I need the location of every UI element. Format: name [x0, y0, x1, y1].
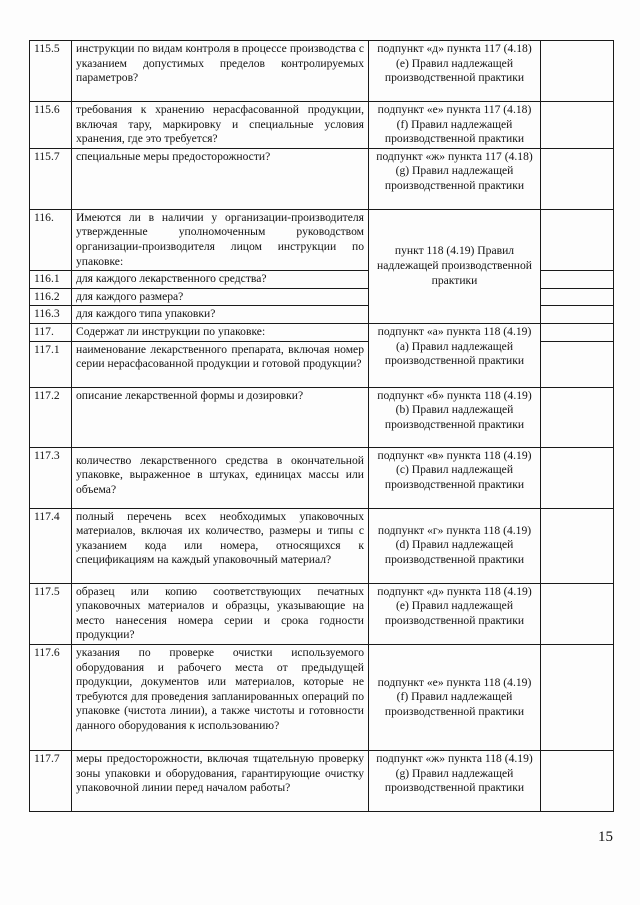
row-number: 117. [30, 323, 72, 341]
question-text: инструкции по видам контроля в процессе производства с указанием допустимых пределов контролируемых параметров? [72, 41, 369, 102]
answer-cell [541, 750, 614, 811]
reference-text: подпункт «д» пункта 117 (4.18) (е) Правил надлежащей производственной практики [369, 41, 541, 102]
question-text: Содержат ли инструкции по упаковке: [72, 323, 369, 341]
reference-text: подпункт «г» пункта 118 (4.19) (d) Правил надлежащей производственной практики [369, 508, 541, 583]
table-row [30, 148, 614, 209]
row-number: 115.6 [30, 102, 72, 149]
checklist-table [29, 40, 614, 812]
row-number: 116.2 [30, 288, 72, 306]
answer-cell [541, 644, 614, 750]
table-row [30, 209, 614, 270]
question-text: наименование лекарственного препарата, включая номер серии нерасфасованной продукции и готовой продукции? [72, 341, 369, 387]
question-text: полный перечень всех необходимых упаковочных материалов, включая их количество, размеры и типы с указанием кода или номера, относящихся к спецификациям на каждый упаковочный материал? [72, 508, 369, 583]
reference-text: подпункт «б» пункта 118 (4.19) (b) Правил надлежащей производственной практики [369, 387, 541, 447]
question-text: указания по проверке очистки используемого оборудования и рабочего места от предыдущей продукции, документов или материалов, которые не требуются для проведения запланированных операций по упаковке (чистота линии), а также чистоты и готовности данного оборудования к использованию? [72, 644, 369, 750]
reference-text: подпункт «е» пункта 117 (4.18) (f) Правил надлежащей производственной практики [369, 102, 541, 149]
answer-cell [541, 387, 614, 447]
answer-cell [541, 447, 614, 508]
question-text: Имеются ли в наличии у организации-производителя утвержденные уполномоченным руководством организации-производителя лицом инструкции по упаковке: [72, 209, 369, 270]
page-number: 15 [598, 829, 613, 845]
row-number: 117.7 [30, 750, 72, 811]
question-text: образец или копию соответствующих печатных упаковочных материалов и образцы, указывающие на место нанесения номера серии и срока годности продукции? [72, 583, 369, 644]
table-row [30, 750, 614, 811]
question-text: для каждого типа упаковки? [72, 306, 369, 324]
table-row [30, 583, 614, 644]
reference-text: пункт 118 (4.19) Правил надлежащей производственной практики [369, 209, 541, 323]
question-text: специальные меры предосторожности? [72, 148, 369, 209]
table-row [30, 508, 614, 583]
table-row [30, 644, 614, 750]
answer-cell [541, 323, 614, 341]
table-row [30, 102, 614, 149]
table-row [30, 447, 614, 508]
row-number: 116. [30, 209, 72, 270]
row-number: 116.1 [30, 271, 72, 289]
question-text: для каждого лекарственного средства? [72, 271, 369, 289]
reference-text: подпункт «ж» пункта 117 (4.18) (g) Правил надлежащей производственной практики [369, 148, 541, 209]
row-number: 117.6 [30, 644, 72, 750]
question-text: меры предосторожности, включая тщательную проверку зоны упаковки и оборудования, гарантирующие очистку упаковочной линии перед началом работы? [72, 750, 369, 811]
row-number: 115.7 [30, 148, 72, 209]
row-number: 117.5 [30, 583, 72, 644]
table-row [30, 323, 614, 341]
question-text: требования к хранению нерасфасованной продукции, включая тару, маркировку и специальные условия хранения, где это требуется? [72, 102, 369, 149]
answer-cell [541, 306, 614, 324]
reference-text: подпункт «в» пункта 118 (4.19) (с) Правил надлежащей производственной практики [369, 447, 541, 508]
row-number: 117.1 [30, 341, 72, 387]
answer-cell [541, 271, 614, 289]
table-row [30, 387, 614, 447]
reference-text: подпункт «ж» пункта 118 (4.19) (g) Правил надлежащей производственной практики [369, 750, 541, 811]
reference-text: подпункт «д» пункта 118 (4.19) (е) Правил надлежащей производственной практики [369, 583, 541, 644]
question-text: для каждого размера? [72, 288, 369, 306]
answer-cell [541, 102, 614, 149]
answer-cell [541, 148, 614, 209]
row-number: 115.5 [30, 41, 72, 102]
answer-cell [541, 341, 614, 387]
answer-cell [541, 288, 614, 306]
answer-cell [541, 209, 614, 270]
answer-cell [541, 583, 614, 644]
answer-cell [541, 508, 614, 583]
row-number: 117.4 [30, 508, 72, 583]
answer-cell [541, 41, 614, 102]
row-number: 117.3 [30, 447, 72, 508]
question-text: описание лекарственной формы и дозировки? [72, 387, 369, 447]
row-number: 117.2 [30, 387, 72, 447]
row-number: 116.3 [30, 306, 72, 324]
reference-text: подпункт «а» пункта 118 (4.19) (а) Правил надлежащей производственной практики [369, 323, 541, 387]
table-row [30, 41, 614, 102]
question-text: количество лекарственного средства в окончательной упаковке, выраженное в штуках, единицах массы или объема? [72, 447, 369, 508]
reference-text: подпункт «е» пункта 118 (4.19) (f) Правил надлежащей производственной практики [369, 644, 541, 750]
